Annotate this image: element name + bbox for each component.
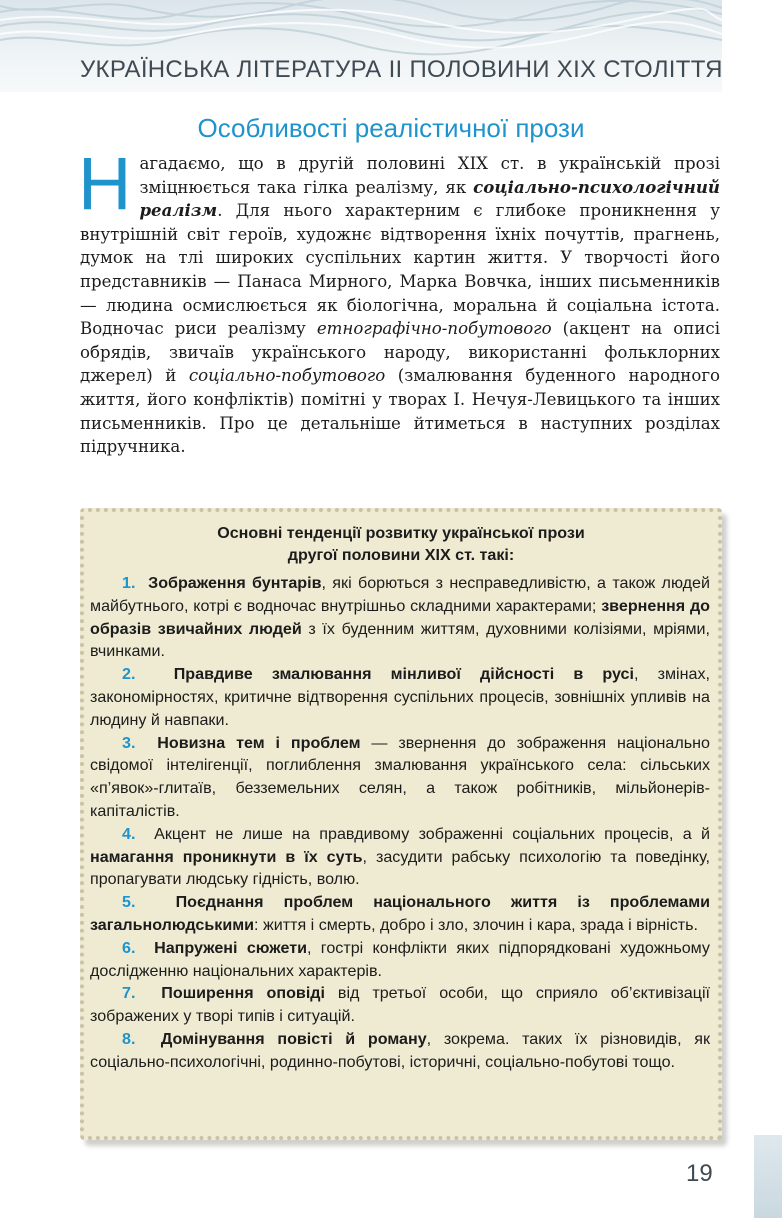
tendency-item-8: 8. Домінування повісті й роману, зокрема. таких їх різновидів, як соціально-психологічні, родинно-побутові, історичні, соціально-побутові тощо. [90,1029,710,1071]
page-edge-decoration [754,1135,782,1218]
tendency-item-6: 6. Напружені сюжети, гострі конфлікти яких підпорядковані художньому дослідженню національних характерів. [90,938,710,980]
page-number: 19 [686,1160,713,1187]
tendency-item-1: 1. Зображення бунтарів, які борються з несправедливістю, а також людей майбутнього, котрі є водночас внутрішньо складними характерами; звернення до образів звичайних людей з їх буденним життям, духовними колізіями, мріями, вчинками. [90,574,711,661]
tendency-item-2: 2. Правдиве змалювання мінливої дійсності в русі, змінах, закономірностях, критичне відтворення суспільних процесів, зовнішніх упливів на людину й навпаки. [90,665,710,729]
box-title: Основні тенденції розвитку української прози другої половини XIX ст. такі: [217,524,585,564]
tendency-item-4: 4. Акцент не лише на правдивому зображенні соціальних процесів, а й намагання проникнути в їх суть, засудити рабську психологію та поведінку, пропагувати людську гідність, волю. [90,824,711,889]
tendency-item-5: 5. Поєднання проблем національного життя із проблемами загальнолюдськими: життя і смерть, добро і зло, злочин і кара, зрада і вірність. [90,893,710,934]
section-title: Особливості реалістичної прози [197,113,585,143]
tendency-item-7: 7. Поширення оповіді від третьої особи, що сприяло об’єктивізації зображених у творі типів і ситуацій. [90,984,710,1026]
intro-paragraph: Нагадаємо, що в другій половині XIX ст. в українській прозі зміцнюється така гілка реалізму, як соціально-психологічний реалізм. Для нього характерним є глибоке проникнення у внутрішній світ героїв, художнє відтворення їхніх почуттів, прагнень, думок на тлі широких суспільних картин життя. У творчості його представників — Панаса Мирного, Марка Вовчка, інших письменників — людина осмислюється як біологічна, моральна й соціальна істота. Водночас риси реалізму етнографічно-побутового (акцент на описі обрядів, звичаїв українського народу, використанні фольклорних джерел) й соціально-побутового (змалювання буденного народного життя, його конфліктів) помітні у творах І. Нечуя-Левицького та інших письменників. Про це детальніше йтиметься в наступних розділах підручника. [78,142,721,457]
drop-cap: Н [78,142,132,225]
term-ethnographic: етнографічно-побутового [316,319,552,339]
tendency-item-3: 3. Новизна тем і проблем — звернення до зображення національно свідомої інтелігенції, поглиблення змалювання українського села: сільських «п’явок»-глитаїв, безземельних селян, а також робітників, мільйонерів-капіталістів. [90,733,710,820]
term-socio-psychological-realism: соціально-психологічний реалізм [139,176,720,221]
tendencies-box [80,508,722,1140]
running-header: УКРАЇНСЬКА ЛІТЕРАТУРА ІІ ПОЛОВИНИ XIX СТОЛІТТЯ [80,56,723,83]
term-social-everyday: соціально-побутового [188,366,386,386]
